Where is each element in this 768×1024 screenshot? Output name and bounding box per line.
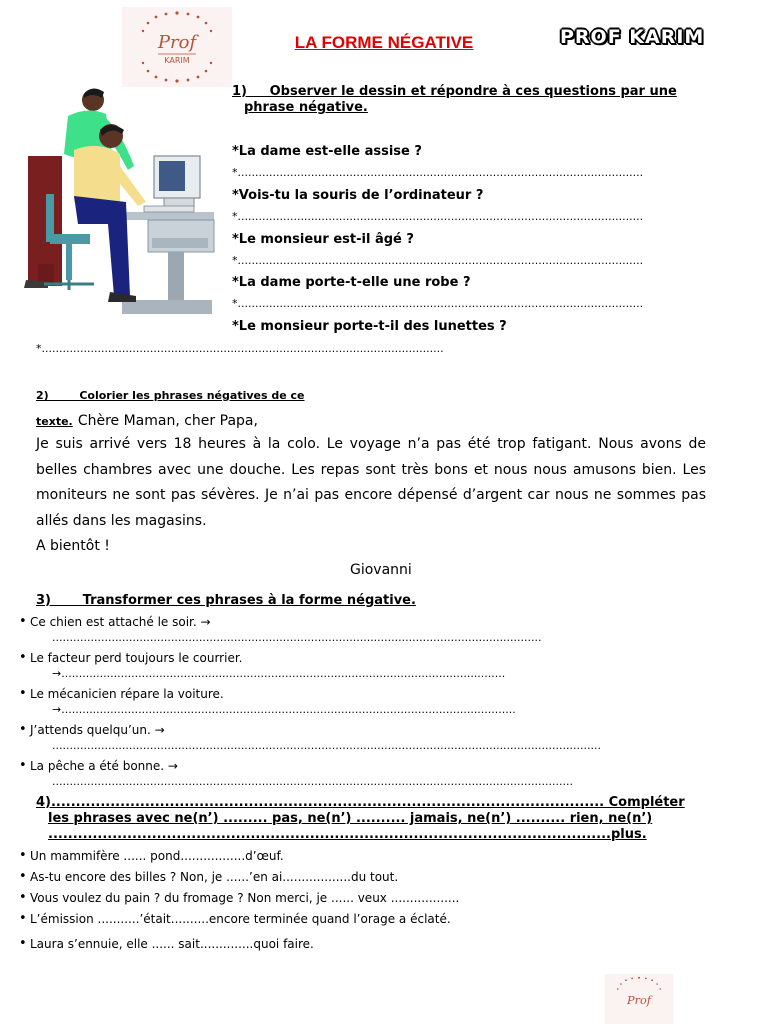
svg-text:Prof: Prof <box>627 994 651 1007</box>
answer-line-1[interactable]: *.................................................................................................................... <box>232 166 644 179</box>
question-4: *La dame porte-t-elle une robe ? <box>232 275 471 290</box>
answer-field[interactable]: ..................................................................................................................................................... <box>52 775 573 788</box>
question-3: *Le monsieur est-il âgé ? <box>232 232 414 247</box>
answer-line-5[interactable]: *................................................................................................................... <box>36 342 444 355</box>
answer-field[interactable]: →............................................................................................................................... <box>52 667 506 680</box>
section4-heading: 4)................................................................................................................ Compléter <box>36 795 685 810</box>
list-item: • Un mammifère ...... pond.................d’œuf. <box>30 849 284 863</box>
list-item: • L’émission ...........’était..........encore terminée quand l’orage a éclaté. <box>30 912 451 926</box>
section2-heading: 2) Colorier les phrases négatives de ce <box>36 389 305 402</box>
list-item: • Laura s’ennuie, elle ...... sait..............quoi faire. <box>30 937 314 951</box>
answer-field[interactable]: ............................................................................................................................................ <box>52 631 542 644</box>
answer-field[interactable]: →.................................................................................................................................. <box>52 703 516 716</box>
list-item: • J’attends quelqu’un. → <box>30 723 165 737</box>
answer-line-3[interactable]: *.................................................................................................................... <box>232 254 644 267</box>
people-at-computer-icon <box>18 84 218 319</box>
svg-text:Prof: Prof <box>157 32 197 53</box>
question-1: *La dame est-elle assise ? <box>232 144 422 159</box>
section4-heading-end: ..................................................................................................................plus. <box>48 827 647 842</box>
logo-badge-icon <box>584 974 694 1024</box>
list-item: • La pêche a été bonne. → <box>30 759 178 773</box>
section1-heading: 1) Observer le dessin et répondre à ces questions par une <box>232 84 677 99</box>
prof-karim-logo-footer <box>584 974 694 1024</box>
section2-heading-cont: texte. <box>36 415 73 428</box>
computer-scene-illustration <box>18 84 218 319</box>
question-5: *Le monsieur porte-t-il des lunettes ? <box>232 319 507 334</box>
section4-heading-cont: les phrases avec ne(n’) ......... pas, ne(n’) .......... jamais, ne(n’) .......... rien, ne(n’) <box>48 811 653 826</box>
answer-field[interactable]: ............................................................................................................................................................. <box>52 739 601 752</box>
section3-heading: 3) Transformer ces phrases à la forme négative. <box>36 593 416 608</box>
letter-closing: A bientôt ! <box>36 538 110 554</box>
list-item: • Ce chien est attaché le soir. → <box>30 615 211 629</box>
page-title: LA FORME NÉGATIVE <box>294 33 474 52</box>
letter-greeting: Chère Maman, cher Papa, <box>77 413 258 429</box>
section2-heading-line <box>36 410 258 429</box>
list-item: • As-tu encore des billes ? Non, je ......’en ai..................du tout. <box>30 870 398 884</box>
svg-text:KARIM: KARIM <box>164 56 190 65</box>
answer-line-4[interactable]: *.................................................................................................................... <box>232 297 644 310</box>
list-item: • Le facteur perd toujours le courrier. <box>30 651 242 665</box>
brand-wordmark: PROF KARIM <box>560 26 705 48</box>
list-item: • Le mécanicien répare la voiture. <box>30 687 224 701</box>
letter-body: Je suis arrivé vers 18 heures à la colo. Le voyage n’a pas été trop fatigant. Nous avons de belles chambres avec une douche. Les repas sont très bons et nous nous amusons bien. Les moniteurs ne sont pas sévères. Je n’ai pas encore dépensé d’argent car nous ne sommes pas allés dans les magasins. <box>36 436 706 529</box>
section1-heading-cont: phrase négative. <box>244 100 368 115</box>
question-2: *Vois-tu la souris de l’ordinateur ? <box>232 188 484 203</box>
list-item: • Vous voulez du pain ? du fromage ? Non merci, je ...... veux .................. <box>30 891 459 905</box>
letter-signature: Giovanni <box>350 562 412 578</box>
answer-line-2[interactable]: *.................................................................................................................... <box>232 210 644 223</box>
